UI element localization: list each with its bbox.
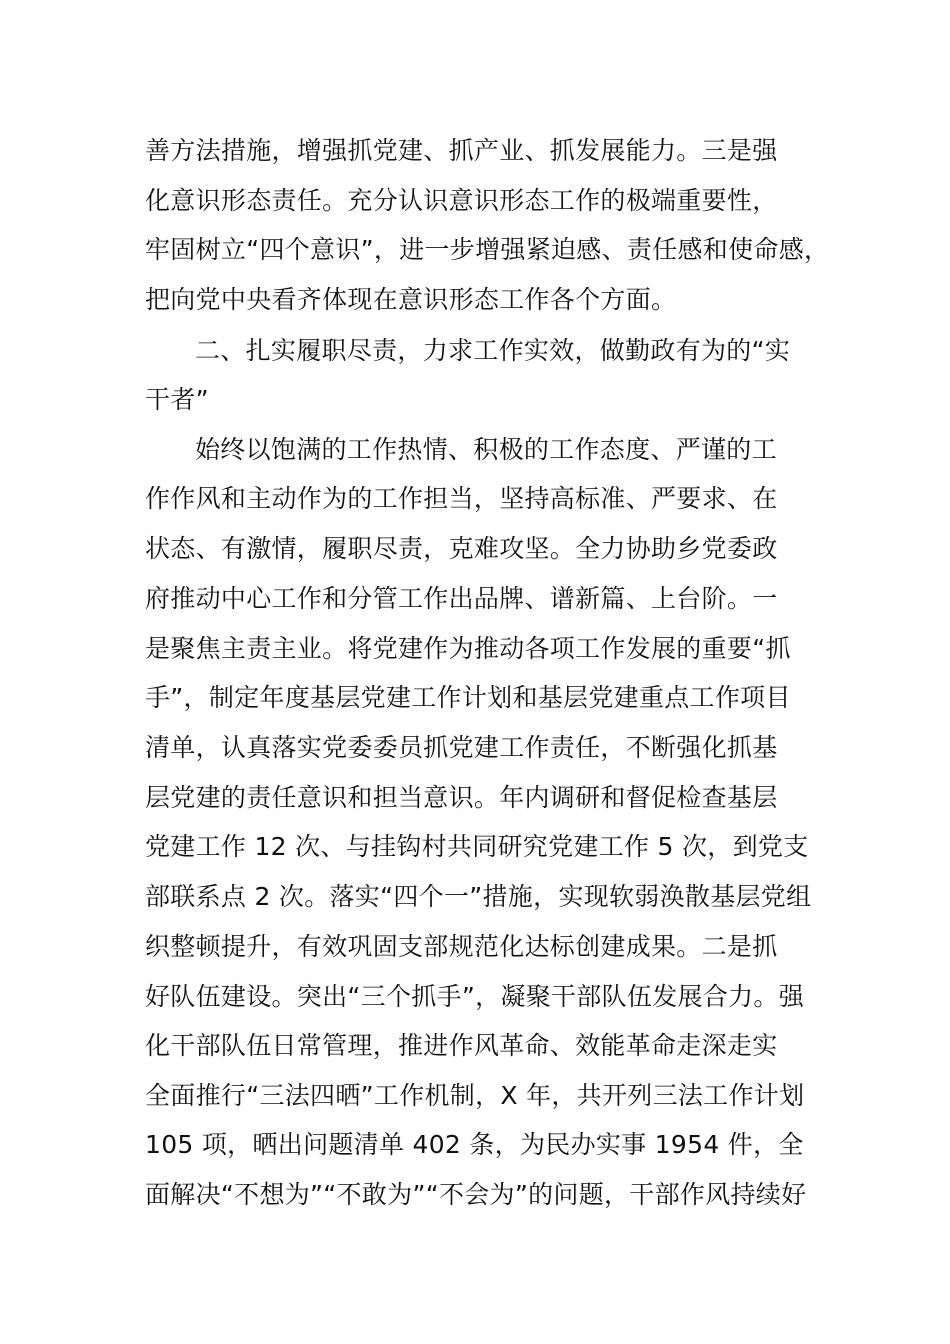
text-line: 善方法措施，增强抓党建、抓产业、抓发展能力。三是强 bbox=[145, 136, 778, 165]
text-line: 府推动中心工作和分管工作出品牌、谱新篇、上台阶。一 bbox=[145, 584, 778, 613]
section-heading: 二、扎实履职尽责，力求工作实效，做勤政有为的“实 bbox=[195, 336, 791, 365]
text-line: 始终以饱满的工作热情、积极的工作态度、严谨的工 bbox=[195, 435, 777, 464]
text-line: 织整顿提升，有效巩固支部规范化达标创建成果。二是抓 bbox=[145, 932, 778, 961]
text-line: 部联系点 2 次。落实“四个一”措施，实现软弱涣散基层党组 bbox=[145, 882, 812, 911]
text-line: 党建工作 12 次、与挂钩村共同研究党建工作 5 次，到党支 bbox=[145, 832, 809, 861]
text-line: 状态、有激情，履职尽责，克难攻坚。全力协助乡党委政 bbox=[145, 534, 778, 563]
text-line: 层党建的责任意识和担当意识。年内调研和督促检查基层 bbox=[145, 783, 778, 812]
text-line: 105 项，晒出问题清单 402 条，为民办实事 1954 件，全 bbox=[145, 1130, 804, 1159]
text-line: 面解决“不想为”“不敢为”“不会为”的问题，干部作风持续好 bbox=[145, 1180, 807, 1209]
text-line: 化意识形态责任。充分认识意识形态工作的极端重要性， bbox=[145, 186, 778, 215]
text-line: 清单，认真落实党委委员抓党建工作责任，不断强化抓基 bbox=[145, 733, 778, 762]
text-line: 作作风和主动作为的工作担当，坚持高标准、严要求、在 bbox=[145, 484, 778, 513]
text-line: 把向党中央看齐体现在意识形态工作各个方面。 bbox=[145, 285, 677, 314]
text-line: 化干部队伍日常管理，推进作风革命、效能革命走深走实 bbox=[145, 1031, 778, 1060]
text-line: 牢固树立“四个意识”，进一步增强紧迫感、责任感和使命感， bbox=[145, 235, 830, 264]
text-line: 手”，制定年度基层党建工作计划和基层党建重点工作项目 bbox=[145, 683, 791, 712]
text-line: 好队伍建设。突出“三个抓手”，凝聚干部队伍发展合力。强 bbox=[145, 982, 805, 1011]
section-heading-continued: 干者” bbox=[145, 385, 209, 414]
text-line: 是聚焦主责主业。将党建作为推动各项工作发展的重要“抓 bbox=[145, 634, 791, 663]
text-line: 全面推行“三法四晒”工作机制，X 年，共开列三法工作计划 bbox=[145, 1081, 805, 1110]
